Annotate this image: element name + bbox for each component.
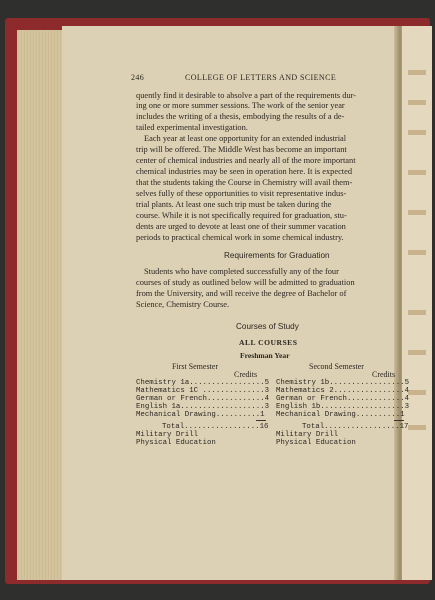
requirements-line: from the University, and will receive the degree of Bachelor of [136, 289, 347, 298]
body-line: that the students taking the Course in Chemistry will avail them- [136, 178, 353, 187]
requirements-line: Students who have completed successfully any of the four [144, 267, 339, 276]
body-line: quently find it desirable to absolve a part of the requirements dur- [136, 91, 357, 100]
body-line: center of chemical industries and nearly all of the more important [136, 156, 356, 165]
body-line: ing one or more summer sessions. The work of the senior year [136, 101, 345, 110]
body-line: dents are urged to devote at least one of their summer vacation [136, 222, 346, 231]
facing-page-bleed [406, 60, 432, 440]
year-heading: Freshman Year [240, 351, 290, 360]
second-course-row: Mathematics 2................4 [276, 387, 410, 395]
second-course-row: Chemistry 1b.................5 [276, 379, 410, 387]
requirements-line: Science, Chemistry Course. [136, 300, 230, 309]
second-extra: Military Drill [276, 431, 339, 439]
first-total-rule [256, 420, 266, 421]
courses-heading: Courses of Study [236, 322, 299, 331]
second-semester-title: Second Semester [309, 362, 364, 371]
first-total: Total.................16 [162, 423, 269, 431]
all-courses-heading: ALL COURSES [239, 338, 298, 347]
first-course-row: English 1a...................3 [136, 403, 270, 411]
body-line: tailed experimental investigation. [136, 123, 248, 132]
body-line: periods to practical chemical work in some chemical industry. [136, 233, 344, 242]
second-total-rule [394, 420, 404, 421]
second-credits-label: Credits [372, 370, 396, 379]
first-course-row: Mathematics 1C ..............3 [136, 387, 270, 395]
first-credits-label: Credits [234, 370, 258, 379]
body-line: trial plants. At least one such trip must be taken during the [136, 200, 332, 209]
requirements-heading: Requirements for Graduation [224, 251, 330, 260]
body-line: course. While it is not specifically required for graduation, stu- [136, 211, 347, 220]
first-semester-title: First Semester [172, 362, 218, 371]
first-extra: Physical Education [136, 439, 216, 447]
first-extra: Military Drill [136, 431, 199, 439]
first-course-row: Chemistry 1a.................5 [136, 379, 270, 387]
second-course-row: Mechanical Drawing..........1 [276, 411, 405, 419]
body-line: trip will be offered. The Middle West has become an important [136, 145, 347, 154]
requirements-line: courses of study as outlined below will be admitted to graduation [136, 278, 355, 287]
second-extra: Physical Education [276, 439, 356, 447]
first-course-row: German or French.............4 [136, 395, 270, 403]
second-course-row: German or French.............4 [276, 395, 410, 403]
page-number: 246 [131, 73, 145, 82]
body-line: includes the writing of a thesis, embodying the results of a de- [136, 112, 345, 121]
second-course-row: English 1b...................3 [276, 403, 410, 411]
body-line: selves fully of these opportunities to visit representative indus- [136, 189, 347, 198]
first-course-row: Mechanical Drawing..........1 [136, 411, 265, 419]
body-line: chemical industries may be seen in operation here. It is expected [136, 167, 353, 176]
body-line: Each year at least one opportunity for an extended industrial [144, 134, 347, 143]
running-head: COLLEGE OF LETTERS AND SCIENCE [185, 73, 337, 82]
second-total: Total.................17 [302, 423, 409, 431]
